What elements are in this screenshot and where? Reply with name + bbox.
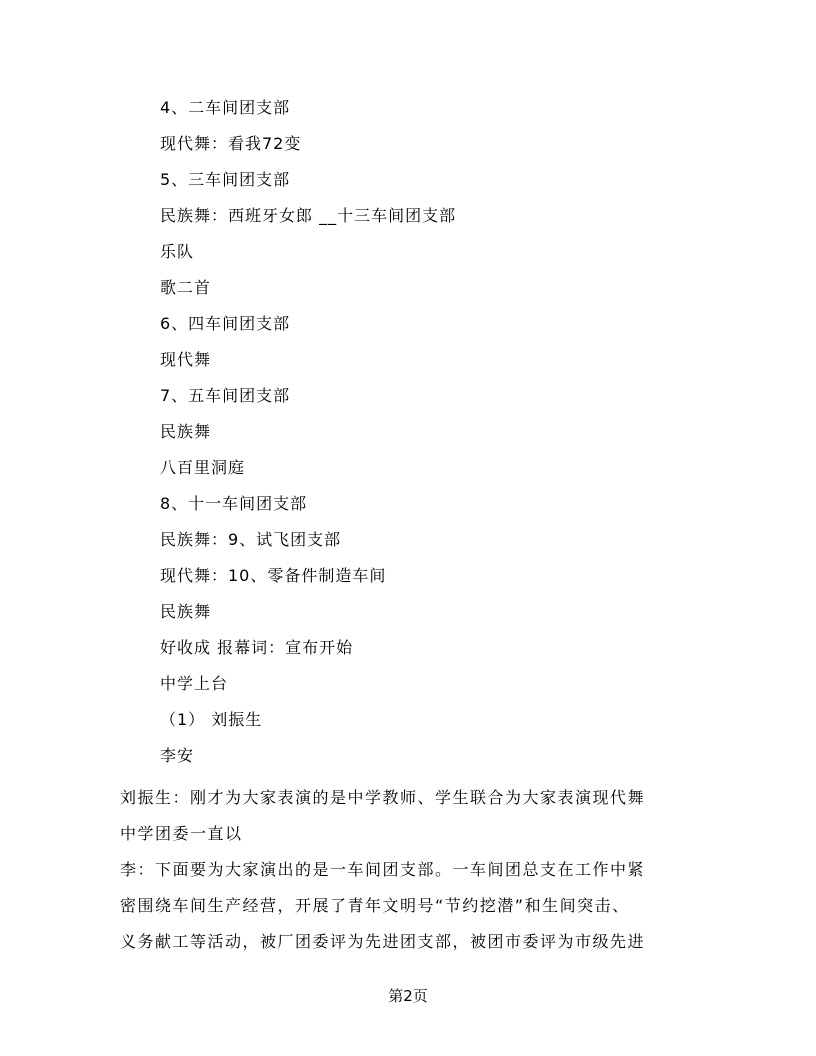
paragraph-line: 刘振生：刚才为大家表演的是中学教师、学生联合为大家表演现代舞 bbox=[120, 788, 646, 807]
text-line: 5、三车间团支部 bbox=[160, 170, 291, 189]
text-line: （1） 刘振生 bbox=[160, 710, 263, 729]
text-line: 民族舞：西班牙女郎 __十三车间团支部 bbox=[160, 206, 457, 225]
text-line: 6、四车间团支部 bbox=[160, 314, 291, 333]
text-line: 民族舞：9、试飞团支部 bbox=[160, 530, 342, 549]
text-line: 7、五车间团支部 bbox=[160, 386, 291, 405]
text-line: 现代舞 bbox=[160, 350, 212, 369]
text-line: 民族舞 bbox=[160, 422, 212, 441]
text-line: 乐队 bbox=[160, 242, 195, 261]
text-line: 好收成 报幕词：宣布开始 bbox=[160, 638, 354, 657]
paragraph-line: 密围绕车间生产经营，开展了青年文明号“节约挖潜”和生间突击、 bbox=[120, 896, 630, 915]
text-line: 现代舞：看我72变 bbox=[160, 134, 302, 153]
text-line: 民族舞 bbox=[160, 602, 212, 621]
page-number: 第2页 bbox=[388, 987, 428, 1005]
text-line: 8、十一车间团支部 bbox=[160, 494, 308, 513]
text-line: 现代舞：10、零备件制造车间 bbox=[160, 566, 387, 585]
text-line: 李安 bbox=[160, 746, 195, 765]
paragraph-li bbox=[120, 852, 692, 960]
paragraph-liu bbox=[120, 780, 692, 852]
paragraph-line: 中学团委一直以 bbox=[120, 824, 243, 843]
text-line: 中学上台 bbox=[160, 674, 229, 693]
text-line: 4、二车间团支部 bbox=[160, 98, 291, 117]
paragraph-line: 义务献工等活动，被厂团委评为先进团支部，被团市委评为市级先进 bbox=[120, 932, 646, 951]
text-line: 八百里洞庭 bbox=[160, 458, 246, 477]
paragraph-line: 李：下面要为大家演出的是一车间团支部。一车间团总支在工作中紧 bbox=[120, 860, 646, 879]
text-line: 歌二首 bbox=[160, 278, 212, 297]
